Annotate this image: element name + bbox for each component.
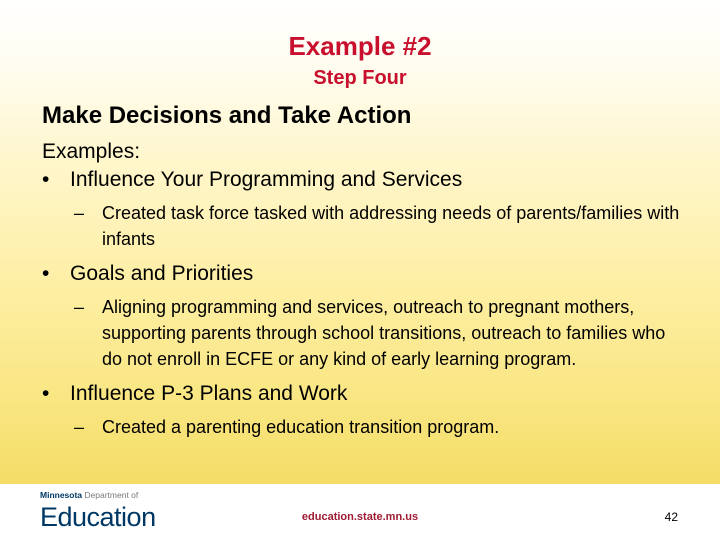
sub-bullet-text: Aligning programming and services, outreach to pregnant mothers, supporting parents through school transitions, outreach to families who do not enroll in ECFE or any kind of early learning program. [102, 297, 666, 369]
bullet-text: Goals and Priorities [70, 262, 254, 285]
page-number: 42 [664, 510, 678, 524]
slide-title: Example #2 [288, 31, 432, 61]
examples-label: Examples: [42, 140, 141, 163]
bullet-text: Influence Your Programming and Services [70, 168, 463, 191]
slide-subtitle: Step Four [313, 67, 407, 89]
sub-bullet-item [42, 414, 682, 440]
section-heading: Make Decisions and Take Action [42, 102, 412, 129]
sub-bullet-text: Created a parenting education transition program. [102, 417, 500, 437]
bullet-item [42, 260, 682, 288]
sub-bullet-dash: – [74, 297, 85, 317]
bullet-item [42, 166, 682, 194]
footer-url[interactable]: education.state.mn.us [301, 511, 419, 523]
slide-footer [0, 484, 720, 540]
logo-dept: Department of [84, 490, 139, 500]
logo-wordmark: Education [40, 502, 156, 532]
logo-state: Minnesota [40, 490, 83, 500]
bullet-text: Influence P-3 Plans and Work [70, 382, 348, 405]
logo-tagline [40, 490, 138, 500]
bullet-mark: • [42, 262, 50, 285]
bullet-mark: • [42, 382, 50, 405]
sub-bullet-dash: – [74, 417, 85, 437]
bullet-mark: • [42, 168, 50, 191]
bullet-item [42, 380, 682, 408]
sub-bullet-item [42, 294, 682, 372]
sub-bullet-dash: – [74, 203, 85, 223]
sub-bullet-item [42, 200, 682, 252]
slide-body [42, 100, 682, 440]
sub-bullet-text: Created task force tasked with addressing needs of parents/families with infants [102, 203, 680, 249]
